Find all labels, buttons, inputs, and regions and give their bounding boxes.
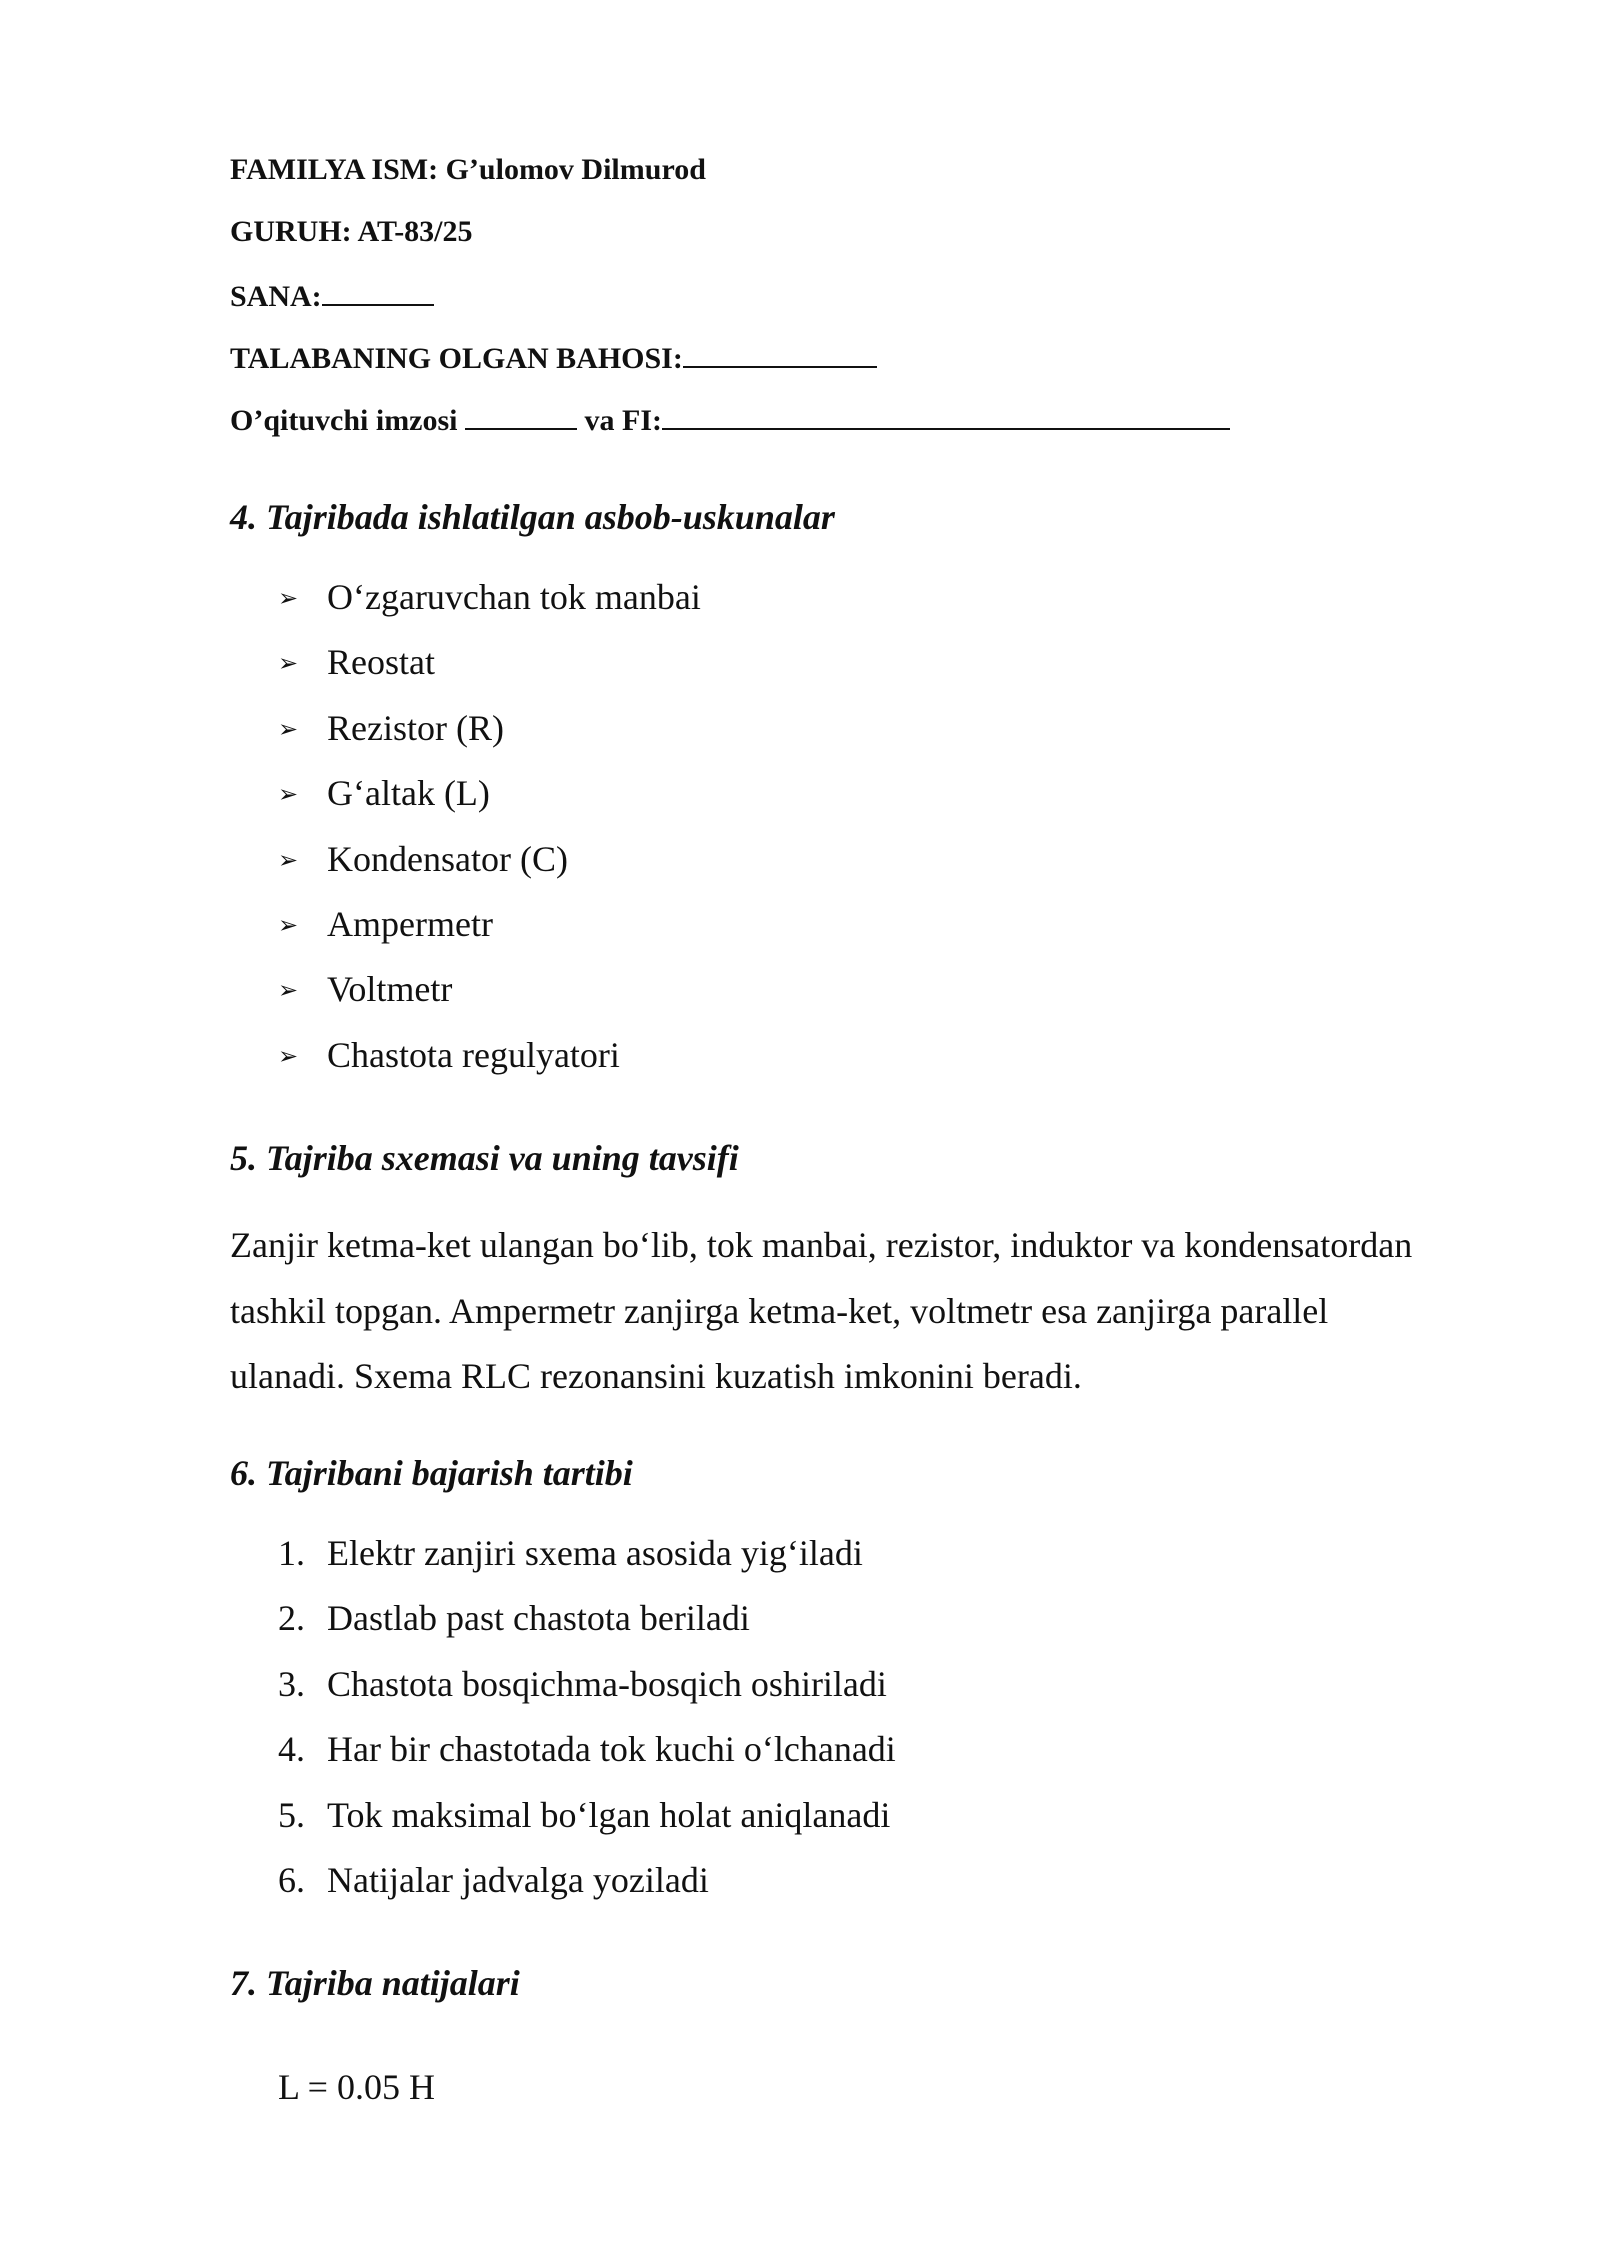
scheme-description-line-1: Zanjir ketma-ket ulangan bo‘lib, tok manbai, rezistor, induktor va kondensatordan bbox=[230, 1225, 1413, 1265]
arrow-bullet-icon: ➢ bbox=[278, 1041, 299, 1070]
step-number: 3. bbox=[278, 1663, 305, 1704]
scheme-description-line-2: tashkil topgan. Ampermetr zanjirga ketma-ket, voltmetr esa zanjirga parallel bbox=[230, 1290, 1329, 1331]
step-text: Elektr zanjiri sxema asosida yig‘iladi bbox=[327, 1533, 863, 1573]
student-name-line bbox=[230, 150, 1430, 212]
section-4-heading: 4. Tajribada ishlatilgan asbob-uskunalar bbox=[230, 497, 835, 537]
step-number: 4. bbox=[278, 1729, 305, 1770]
inductance-formula: L = 0.05 H bbox=[278, 2067, 435, 2107]
student-name-text: FAMILYA ISM: G’ulomov Dilmurod bbox=[230, 153, 706, 186]
group-text: GURUH: AT-83/25 bbox=[230, 215, 473, 248]
scheme-description-line-3: ulanadi. Sxema RLC rezonansini kuzatish imkonini beradi. bbox=[230, 1356, 1082, 1396]
step-number: 2. bbox=[278, 1598, 305, 1639]
arrow-bullet-icon: ➢ bbox=[278, 584, 299, 612]
teacher-sign-label: O’qituvchi imzosi bbox=[230, 404, 458, 437]
step-text: Dastlab past chastota beriladi bbox=[327, 1598, 750, 1639]
equipment-item-text: Chastota regulyatori bbox=[327, 1034, 620, 1075]
step-text: Chastota bosqichma-bosqich oshiriladi bbox=[327, 1663, 887, 1704]
equipment-item-text: O‘zgaruvchan tok manbai bbox=[327, 577, 701, 617]
grade-blank bbox=[683, 336, 877, 368]
group-line bbox=[230, 212, 1430, 274]
equipment-item-text: Voltmetr bbox=[327, 969, 453, 1010]
arrow-bullet-icon: ➢ bbox=[278, 976, 299, 1005]
step-text: Tok maksimal bo‘lgan holat aniqlanadi bbox=[327, 1794, 891, 1835]
date-label: SANA: bbox=[230, 280, 322, 313]
arrow-bullet-icon: ➢ bbox=[278, 714, 299, 743]
date-line bbox=[230, 274, 1430, 336]
arrow-bullet-icon: ➢ bbox=[278, 649, 299, 678]
scheme-description bbox=[230, 1213, 1490, 1410]
grade-label: TALABANING OLGAN BAHOSI: bbox=[230, 342, 683, 375]
arrow-bullet-icon: ➢ bbox=[278, 780, 299, 809]
equipment-item-text: Rezistor (R) bbox=[327, 707, 504, 748]
step-text: Har bir chastotada tok kuchi o‘lchanadi bbox=[327, 1729, 896, 1770]
equipment-item-text: Ampermetr bbox=[327, 903, 493, 944]
equipment-item-text: Kondensator (C) bbox=[327, 838, 568, 879]
grade-line bbox=[230, 336, 1430, 398]
section-5-heading: 5. Tajriba sxemasi va uning tavsifi bbox=[230, 1138, 739, 1178]
section-6-heading: 6. Tajribani bajarish tartibi bbox=[230, 1453, 633, 1493]
step-text: Natijalar jadvalga yoziladi bbox=[327, 1859, 709, 1900]
step-number: 6. bbox=[278, 1859, 305, 1900]
equipment-item-text: Reostat bbox=[327, 642, 435, 683]
arrow-bullet-icon: ➢ bbox=[278, 910, 299, 939]
student-info-block bbox=[230, 150, 1430, 460]
teacher-line bbox=[230, 398, 1430, 460]
equipment-item-text: G‘altak (L) bbox=[327, 773, 490, 814]
arrow-bullet-icon: ➢ bbox=[278, 845, 299, 874]
section-7-heading: 7. Tajriba natijalari bbox=[230, 1963, 520, 2003]
date-blank bbox=[322, 274, 434, 306]
teacher-sign-blank bbox=[465, 398, 577, 430]
step-number: 1. bbox=[278, 1533, 305, 1573]
teacher-name-blank bbox=[662, 398, 1230, 430]
step-number: 5. bbox=[278, 1794, 305, 1835]
teacher-name-label: va FI: bbox=[584, 404, 663, 437]
